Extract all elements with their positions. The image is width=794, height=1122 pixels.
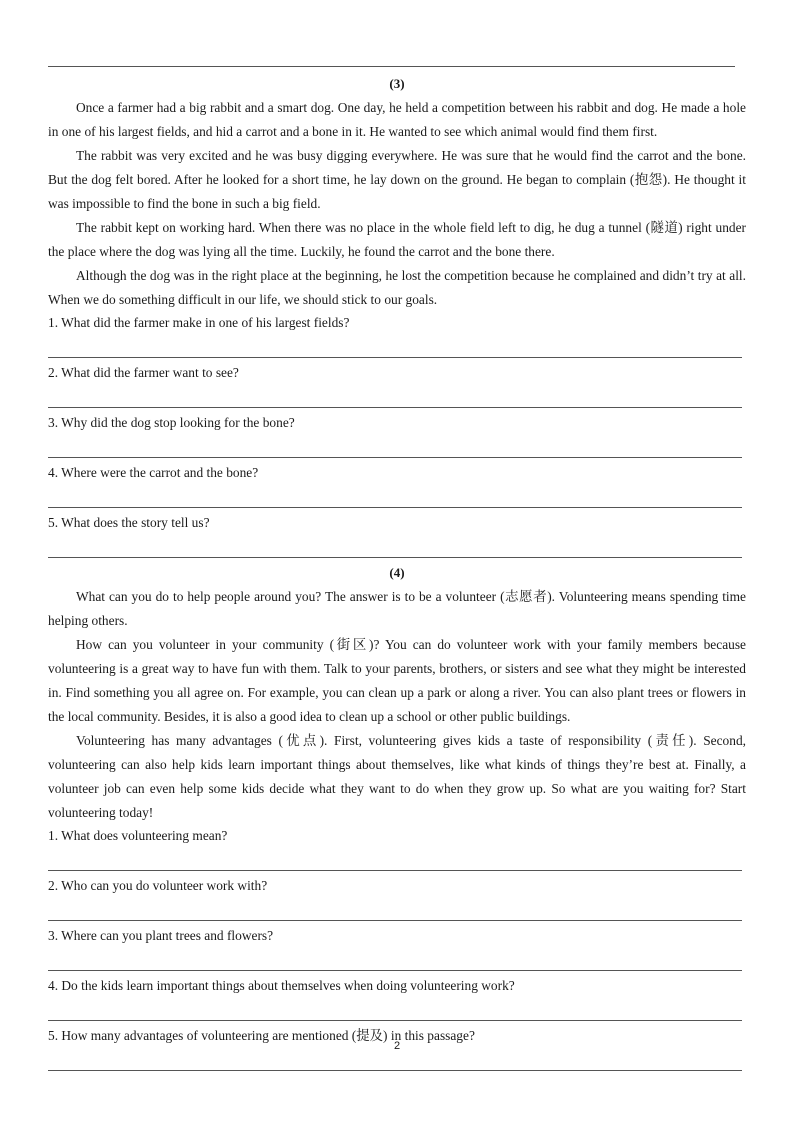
question: 5. What does the story tell us?	[48, 515, 210, 530]
answer-line[interactable]	[48, 384, 742, 408]
question: 2. Who can you do volunteer work with?	[48, 878, 268, 893]
question: 3. Where can you plant trees and flowers?	[48, 928, 274, 943]
passage-paragraph: Volunteering has many advantages (优点). First, volunteering gives kids a taste of responsibility (责任). Second, volunteering can also help kids learn important things about themselves, like what kinds of things they’re best at. Finally, a volunteer job can even help some kids decide what they want to do when they grow up. So what are you waiting for? Start volunteering today!	[48, 733, 746, 820]
question: 2. What did the farmer want to see?	[48, 365, 239, 380]
question: 3. Why did the dog stop looking for the bone?	[48, 415, 295, 430]
passage-paragraph: The rabbit was very excited and he was busy digging everywhere. He was sure that he would find the carrot and the bone. But the dog felt bored. After he looked for a short time, he lay down on the ground. He began to complain (抱怨). He thought it was impossible to find the bone in such a big field.	[48, 148, 746, 211]
answer-line[interactable]	[48, 484, 742, 508]
section-heading: (3)	[389, 76, 405, 91]
answer-line[interactable]	[48, 534, 742, 558]
question: 5. How many advantages of volunteering are mentioned (提及) in this passage?	[48, 1028, 475, 1043]
passage-paragraph: Although the dog was in the right place at the beginning, he lost the competition because he complained and didn’t try at all. When we do something difficult in our life, we should stick to our goals.	[48, 268, 746, 307]
answer-line[interactable]	[48, 947, 742, 971]
section-4	[48, 561, 746, 1071]
question: 1. What did the farmer make in one of his largest fields?	[48, 315, 350, 330]
top-divider	[48, 66, 735, 67]
passage-paragraph: Once a farmer had a big rabbit and a smart dog. One day, he held a competition between his rabbit and dog. He made a hole in one of his largest fields, and hid a carrot and a bone in it. He wanted to see which animal would find them first.	[48, 100, 746, 139]
answer-line[interactable]	[48, 997, 742, 1021]
question: 1. What does volunteering mean?	[48, 828, 228, 843]
section-3	[48, 72, 746, 558]
question: 4. Where were the carrot and the bone?	[48, 465, 259, 480]
passage-paragraph: How can you volunteer in your community (街区)? You can do volunteer work with your family members because volunteering is a great way to have fun with them. Talk to your parents, brothers, or sisters and see what they might be interested in. Find something you all agree on. For example, you can clean up a park or along a river. You can also plant trees or flowers in the local community. Besides, it is also a good idea to clean up a school or other public buildings.	[48, 637, 746, 724]
question: 4. Do the kids learn important things about themselves when doing volunteering work?	[48, 978, 515, 993]
section-heading: (4)	[389, 565, 405, 580]
worksheet-page	[48, 72, 746, 1071]
passage-paragraph: What can you do to help people around you? The answer is to be a volunteer (志愿者). Volunteering means spending time helping others.	[48, 589, 746, 628]
answer-line[interactable]	[48, 334, 742, 358]
answer-line[interactable]	[48, 897, 742, 921]
passage-paragraph: The rabbit kept on working hard. When there was no place in the whole field left to dig, he dug a tunnel (隧道) right under the place where the dog was lying all the time. Luckily, he found the carrot and the bone there.	[48, 220, 746, 259]
page-number: 2	[393, 1040, 401, 1052]
answer-line[interactable]	[48, 847, 742, 871]
answer-line[interactable]	[48, 434, 742, 458]
